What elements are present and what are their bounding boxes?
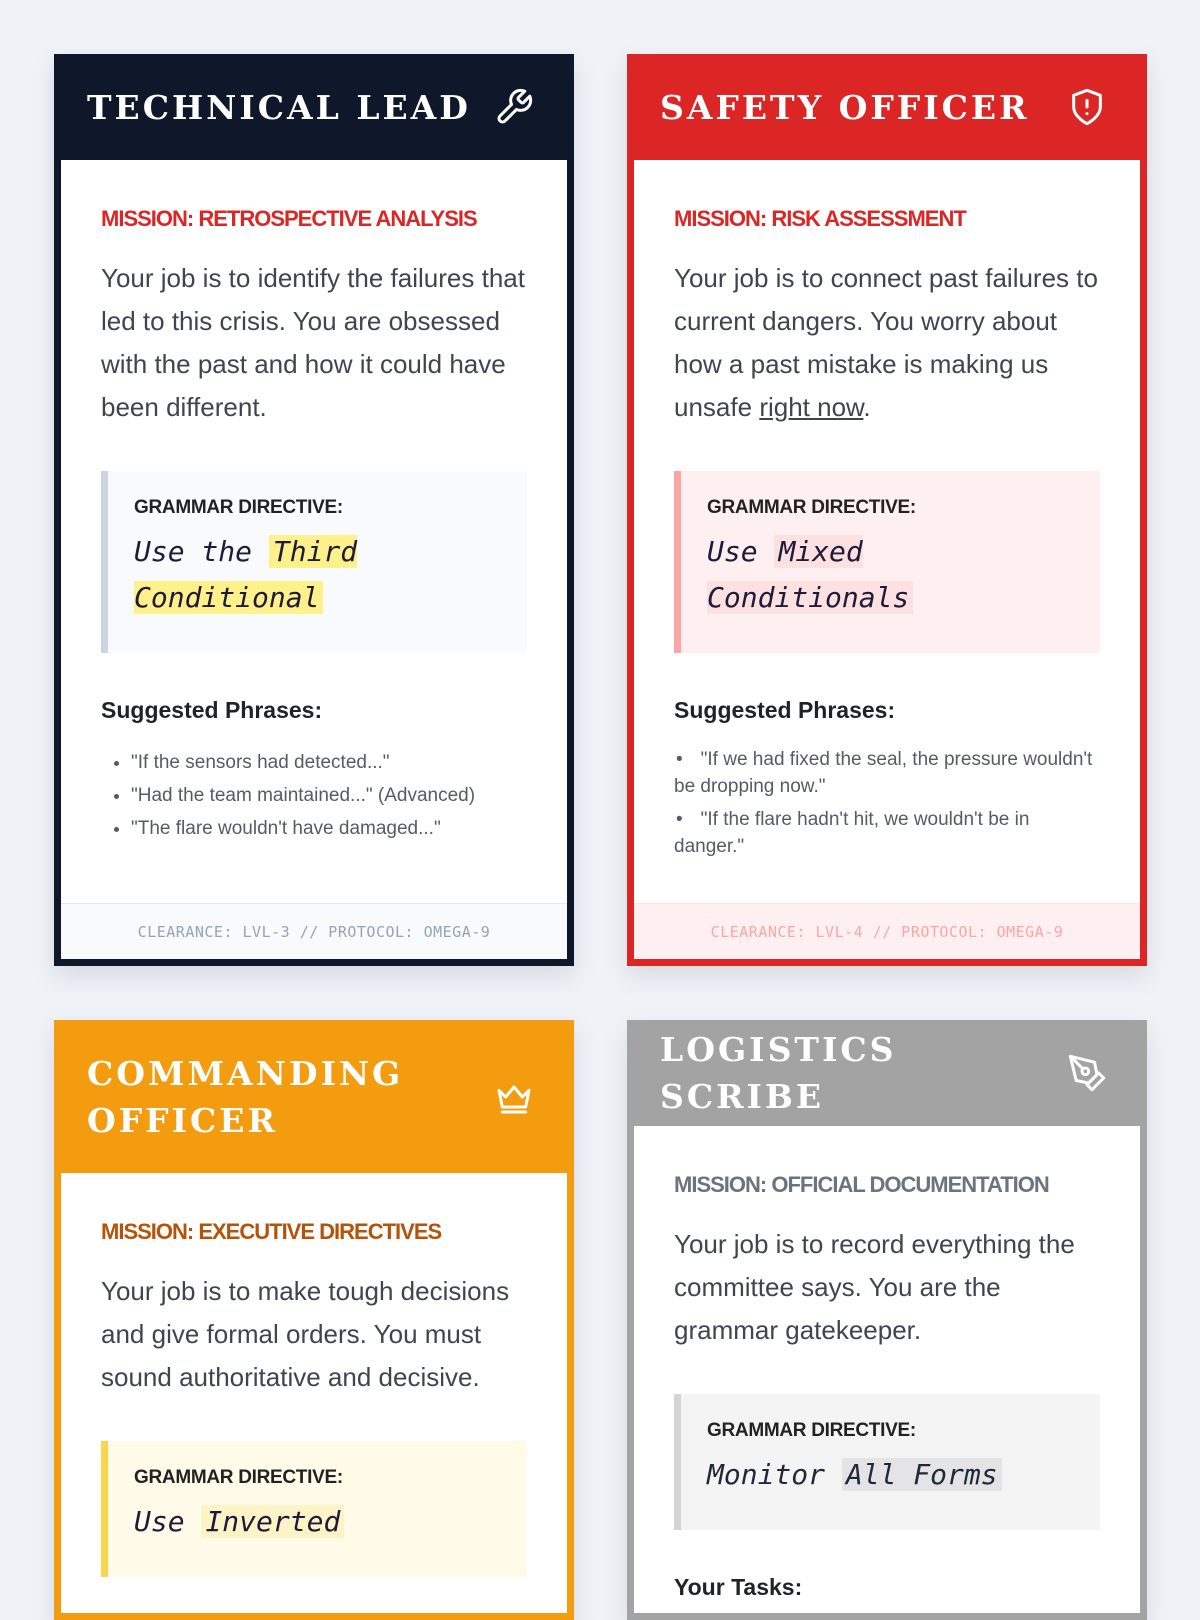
mission-label: MISSION: RETROSPECTIVE ANALYSIS bbox=[101, 206, 477, 231]
directive-highlight: Inverted bbox=[201, 1505, 344, 1538]
list-item: • "If we had fixed the seal, the pressure wouldn't be dropping now." bbox=[674, 746, 1100, 800]
directive-prefix: Use the bbox=[134, 535, 253, 568]
clearance-footer: CLEARANCE: LVL-4 // PROTOCOL: OMEGA-9 bbox=[634, 903, 1140, 959]
mission-label: MISSION: OFFICIAL DOCUMENTATION bbox=[674, 1172, 1049, 1197]
phrases-list bbox=[101, 746, 527, 845]
phrases-title: Suggested Phrases: bbox=[674, 697, 896, 723]
directive-text bbox=[134, 1499, 501, 1545]
directive-highlight: Mixed Conditionals bbox=[707, 535, 913, 614]
grammar-directive bbox=[101, 471, 527, 653]
directive-label: GRAMMAR DIRECTIVE: bbox=[707, 497, 916, 518]
role-card-commanding-officer bbox=[54, 1020, 574, 1620]
directive-text bbox=[134, 529, 501, 621]
directive-label: GRAMMAR DIRECTIVE: bbox=[134, 497, 343, 518]
directive-text bbox=[707, 1452, 1074, 1498]
role-card-technical-lead bbox=[54, 54, 574, 966]
mission-label: MISSION: RISK ASSESSMENT bbox=[674, 206, 966, 231]
list-item: • "If the flare hadn't hit, we wouldn't be in danger." bbox=[674, 806, 1100, 860]
role-description: Your job is to identify the failures that led to this crisis. You are obsessed with the past and how it could have been different. bbox=[101, 263, 525, 422]
card-title: LOGISTICS SCRIBE bbox=[660, 1030, 897, 1116]
card-header bbox=[627, 1020, 1147, 1126]
mission-label: MISSION: EXECUTIVE DIRECTIVES bbox=[101, 1219, 442, 1244]
description-emphasis: right now bbox=[759, 392, 864, 422]
directive-text bbox=[707, 529, 1074, 621]
role-description: Your job is to record everything the committee says. You are the grammar gatekeeper. bbox=[674, 1229, 1075, 1345]
card-title: COMMANDING OFFICER bbox=[87, 1053, 404, 1140]
wrench-icon bbox=[494, 87, 534, 127]
directive-label: GRAMMAR DIRECTIVE: bbox=[134, 1467, 343, 1488]
directive-prefix: Use bbox=[134, 1505, 185, 1538]
role-description bbox=[674, 257, 1100, 429]
description-text: Your job is to connect past failures to current dangers. You worry about how a past mistake is making us unsafe bbox=[674, 263, 1098, 422]
card-header bbox=[54, 1020, 574, 1173]
grammar-directive bbox=[101, 1441, 527, 1577]
directive-label: GRAMMAR DIRECTIVE: bbox=[707, 1420, 916, 1441]
list-item: • "The flare wouldn't have damaged..." bbox=[131, 812, 527, 845]
directive-prefix: Use bbox=[707, 535, 758, 568]
pen-nib-icon bbox=[1067, 1053, 1107, 1093]
description-end: . bbox=[863, 392, 871, 422]
tasks-title: Your Tasks: bbox=[674, 1574, 803, 1600]
role-description: Your job is to make tough decisions and give formal orders. You must sound authoritative and decisive. bbox=[101, 1276, 510, 1392]
directive-highlight: All Forms bbox=[842, 1458, 1002, 1491]
card-title: TECHNICAL LEAD bbox=[87, 87, 471, 127]
role-card-logistics-scribe bbox=[627, 1020, 1147, 1620]
clearance-footer: CLEARANCE: LVL-3 // PROTOCOL: OMEGA-9 bbox=[61, 903, 567, 959]
list-item: • "If the sensors had detected..." bbox=[131, 746, 527, 779]
shield-alert-icon bbox=[1067, 87, 1107, 127]
grammar-directive bbox=[674, 471, 1100, 653]
list-item: • "Had the team maintained..." (Advanced) bbox=[131, 779, 527, 812]
grammar-directive bbox=[674, 1394, 1100, 1530]
role-card-safety-officer bbox=[627, 54, 1147, 966]
crown-icon bbox=[494, 1077, 534, 1117]
directive-highlight: Third Conditional bbox=[134, 535, 358, 614]
phrases-list bbox=[674, 746, 1100, 860]
card-header bbox=[627, 54, 1147, 160]
phrases-title: Suggested Phrases: bbox=[101, 697, 323, 723]
card-title: SAFETY OFFICER bbox=[660, 87, 1030, 127]
directive-prefix: Monitor bbox=[707, 1458, 826, 1491]
card-header bbox=[54, 54, 574, 160]
